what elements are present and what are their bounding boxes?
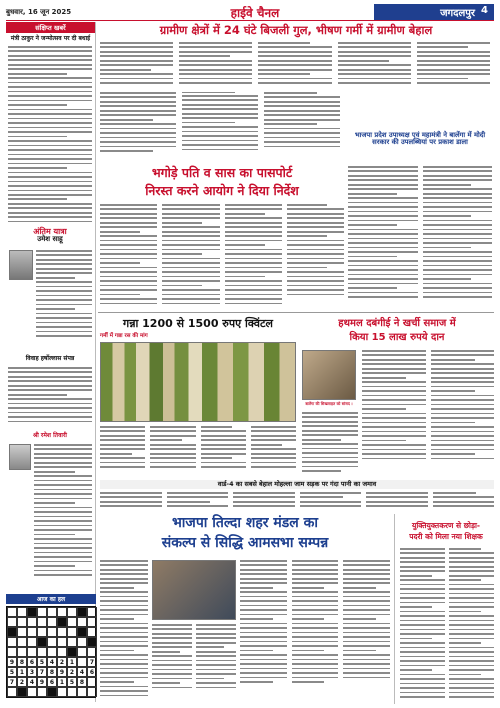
crossword-cell: 7 [7,677,17,687]
crossword-cell [7,617,17,627]
crossword-cell [67,627,77,637]
crossword-title: आज का हल [6,594,96,604]
bottom-column-rule [394,514,395,704]
lead-story-text [100,42,490,90]
crossword-cell [87,617,97,627]
newspaper-brand: हाईवे चैनल [230,5,280,20]
sugarcane-photo [100,342,296,422]
crossword-cell: 8 [77,677,87,687]
bottom-headline-line2: संकल्प से सिद्धि आमसभा सम्पन्न [161,535,329,551]
rally-story-text-right [240,560,390,704]
crossword-puzzle [6,594,96,704]
page-number: 4 [481,5,488,16]
crossword-cell: 2 [17,677,27,687]
crossword-cell [87,647,97,657]
crossword-cell: 1 [17,667,27,677]
crossword-cell [27,687,37,697]
crossword-cell [47,607,57,617]
crossword-cell [67,637,77,647]
crossword-cell [37,637,47,647]
header-rule [6,20,494,21]
rally-photo [152,560,236,620]
crossword-cell: 4 [47,657,57,667]
sugarcane-subhead: गर्मी में गन्ना रस की मांग [100,333,148,339]
crossword-cell [47,687,57,697]
donation-headline-line1: हथमल दबंगीई ने खर्ची समाज में [338,318,456,329]
right-story-headline: भाजपा प्रदेश उपाध्यक्ष एवं महामंत्री ने बालेंगा में मोदी सरकार की उपलब्धियां पर प्रकाश डाला [354,131,486,147]
crossword-cell: 6 [47,677,57,687]
sugarcane-story-text [100,426,296,476]
lead-story-text-lower [100,92,340,160]
crossword-cell [77,627,87,637]
crossword-cell [37,687,47,697]
crossword-cell: 5 [67,677,77,687]
donation-story-text [362,350,494,476]
crossword-cell: 9 [37,677,47,687]
crossword-cell [7,637,17,647]
sidebar-section-title: संक्षिप्त खबरें [6,22,95,33]
sidebar-story2-text [8,367,92,427]
crossword-cell: 1 [67,657,77,667]
edition-city-box [374,4,494,20]
crossword-cell: 3 [27,667,37,677]
obituary-photo [9,250,33,280]
crossword-cell [77,647,87,657]
crossword-cell [87,637,97,647]
teacher-headline-line1: युक्तियुक्तकरण से छोड़ा- [411,521,481,530]
photo-caption: बालेंगा की सिखलाहत को सांसद । [305,401,353,406]
crossword-cell [57,607,67,617]
crossword-cell [67,647,77,657]
crossword-cell [37,627,47,637]
obituary-name: उमेश साहू [37,234,63,243]
sidebar-story1-text [8,46,92,226]
crossword-cell: 8 [47,667,57,677]
crossword-cell [7,647,17,657]
crossword-cell [47,617,57,627]
obituary-title: अंतिम यात्रा [33,227,67,236]
crossword-cell [37,617,47,627]
sidebar-story1-headline: मंत्री ठाकुर ने जन्मोत्सव पर दी बधाई [10,35,91,42]
crossword-grid [6,606,96,698]
donation-photo [302,350,356,400]
crossword-cell [57,647,67,657]
crossword-cell: 8 [17,657,27,667]
crossword-cell [47,637,57,647]
crossword-cell: 1 [57,677,67,687]
sugarcane-headline: गन्ना 1200 से 1500 रुपए क्विंटल [123,317,273,330]
crossword-cell: 5 [37,657,47,667]
sidebar-story3-headline: श्री रमेश तिवारी [33,432,67,439]
obituary-text [36,250,92,350]
crossword-cell [87,607,97,617]
sidebar-story3-photo [9,444,31,470]
crossword-cell [17,627,27,637]
crossword-cell [47,627,57,637]
donation-story-text-left [302,412,358,476]
passport-headline-line1: भगोड़े पति व सास का पासपोर्ट [151,165,293,180]
sidebar-story2-headline: विवाह हर्षोल्लास संपन्न [25,355,75,362]
crossword-cell [77,637,87,647]
rally-story-text-mid [152,624,236,704]
sidebar-story3-text [34,444,92,584]
passport-headline-line2: निरस्त करने आयोग ने दिया निर्देश [145,183,299,198]
teacher-story-text [400,548,494,704]
crossword-cell [27,617,37,627]
teacher-headline-line2: पदरी को मिला नया शिक्षक [409,532,483,541]
crossword-cell [7,607,17,617]
crossword-cell [7,627,17,637]
crossword-cell [17,647,27,657]
crossword-cell [7,687,17,697]
crossword-cell [87,627,97,637]
crossword-cell [17,687,27,697]
mid-rule [98,312,494,313]
ward-story-text [100,492,494,512]
passport-story-text [100,204,344,308]
crossword-cell [67,607,77,617]
crossword-cell: 7 [37,667,47,677]
crossword-cell [17,607,27,617]
lead-headline: ग्रामीण क्षेत्रों में 24 घंटे बिजली गुल, भीषण गर्मी में ग्रामीण बेहाल [159,23,433,37]
page-header [6,5,494,19]
rally-story-text-left [100,560,148,704]
bottom-headline-line1: भाजपा तिल्दा शहर मंडल का [171,515,319,531]
crossword-cell [47,647,57,657]
crossword-cell [57,687,67,697]
crossword-cell [77,657,87,667]
crossword-cell: 5 [7,667,17,677]
crossword-cell [27,627,37,637]
crossword-cell [87,687,97,697]
edition-city: जगदलपुर [440,8,476,19]
crossword-cell [37,647,47,657]
crossword-cell [57,637,67,647]
obituary-block [6,228,94,243]
donation-headline-line2: किया 15 लाख रुपये दान [349,332,445,343]
crossword-cell [27,647,37,657]
crossword-cell: 7 [87,657,97,667]
crossword-cell: 4 [27,677,37,687]
crossword-cell: 4 [77,667,87,677]
crossword-cell [67,617,77,627]
ward-strip-headline: वार्ड-4 का सबसे बेहाल मोहल्ला जाम सड़क पर गंदा पानी का जमाव [100,480,494,489]
crossword-cell [67,687,77,697]
crossword-cell [77,617,87,627]
issue-date: बुधवार, 16 जून 2025 [6,7,72,16]
crossword-cell: 6 [87,667,97,677]
crossword-cell [17,637,27,647]
crossword-cell: 9 [7,657,17,667]
crossword-cell [27,607,37,617]
crossword-cell [27,637,37,647]
crossword-cell [87,677,97,687]
crossword-cell: 2 [57,657,67,667]
crossword-cell [77,607,87,617]
crossword-cell: 2 [67,667,77,677]
crossword-cell [77,687,87,697]
right-story-text [348,166,492,308]
crossword-cell: 6 [27,657,37,667]
crossword-cell [57,627,67,637]
crossword-cell: 9 [57,667,67,677]
crossword-cell [37,607,47,617]
crossword-cell [17,617,27,627]
crossword-cell [57,617,67,627]
